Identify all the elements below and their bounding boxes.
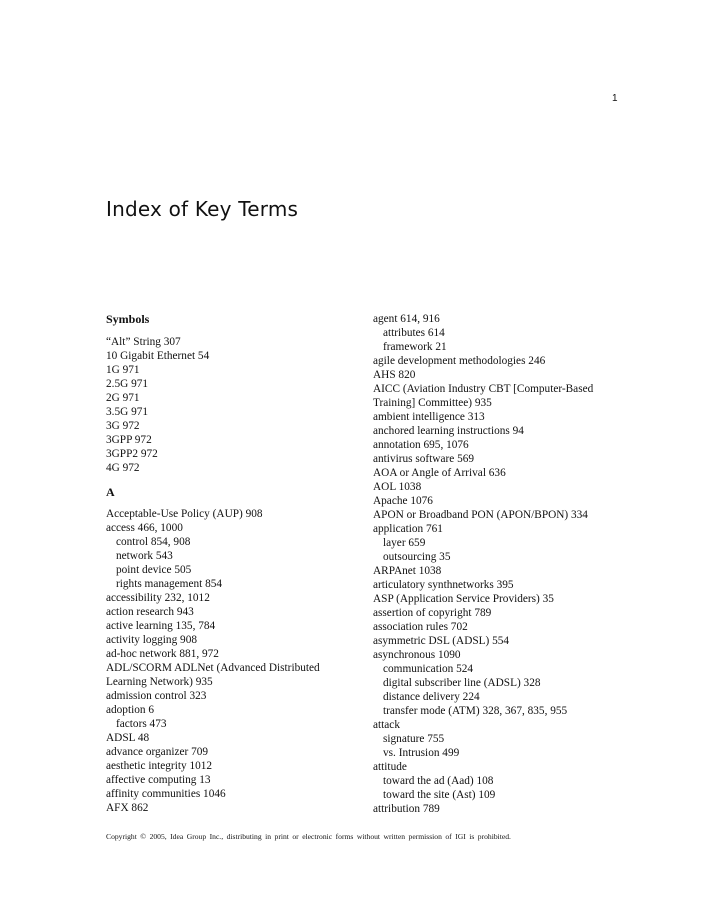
index-entry: activity logging 908 (106, 634, 197, 646)
index-entry: agent 614, 916 (373, 313, 440, 325)
index-entry: annotation 695, 1076 (373, 439, 469, 451)
section-heading-symbols: Symbols (106, 312, 150, 326)
symbols-entry-list (106, 335, 361, 475)
index-subentry: toward the site (Ast) 109 (383, 789, 496, 801)
index-subentry: signature 755 (383, 733, 445, 745)
index-subentry: factors 473 (116, 718, 167, 730)
index-entry: affinity communities 1046 (106, 788, 226, 800)
index-entry: attitude (373, 761, 407, 773)
index-entry: 3G 972 (106, 420, 140, 432)
index-entry: adoption 6 (106, 704, 155, 716)
index-entry: AOA or Angle of Arrival 636 (373, 467, 506, 479)
index-entry: assertion of copyright 789 (373, 607, 492, 619)
index-subentry: rights management 854 (116, 578, 223, 590)
index-entry: association rules 702 (373, 621, 468, 633)
index-subentry: point device 505 (116, 564, 192, 576)
index-entry: admission control 323 (106, 690, 207, 702)
copyright-notice: Copyright © 2005, Idea Group Inc., distributing in print or electronic forms without written permission of IGI is prohibited. (106, 832, 511, 841)
index-entry: “Alt” String 307 (106, 336, 181, 348)
index-entry: asynchronous 1090 (373, 649, 461, 661)
index-subentry: transfer mode (ATM) 328, 367, 835, 955 (383, 705, 568, 717)
index-entry: AFX 862 (106, 802, 149, 814)
index-entry: ambient intelligence 313 (373, 411, 485, 423)
index-entry: attribution 789 (373, 803, 440, 815)
index-entry: active learning 135, 784 (106, 620, 216, 632)
index-entry: 1G 971 (106, 364, 140, 376)
index-entry: affective computing 13 (106, 774, 211, 786)
index-subentry: outsourcing 35 (383, 551, 451, 563)
index-entry: 4G 972 (106, 462, 140, 474)
index-entry: antivirus software 569 (373, 453, 475, 465)
index-entry: Acceptable-Use Policy (AUP) 908 (106, 508, 263, 520)
index-entry: attack (373, 719, 400, 731)
index-entry: Training] Committee) 935 (373, 397, 492, 409)
index-entry: ad-hoc network 881, 972 (106, 648, 219, 660)
index-subentry: network 543 (116, 550, 173, 562)
index-subentry: control 854, 908 (116, 536, 191, 548)
index-entry: access 466, 1000 (106, 522, 183, 534)
page-number: 1 (612, 93, 618, 104)
index-entry: 2.5G 971 (106, 378, 149, 390)
index-entry: anchored learning instructions 94 (373, 425, 524, 437)
page-title: Index of Key Terms (106, 197, 299, 221)
index-entry: articulatory synthnetworks 395 (373, 579, 514, 591)
index-entry: advance organizer 709 (106, 746, 209, 758)
index-entry: ARPAnet 1038 (373, 565, 442, 577)
index-entry: ADSL 48 (106, 732, 150, 744)
index-entry: 2G 971 (106, 392, 140, 404)
index-subentry: communication 524 (383, 663, 474, 675)
index-entry: accessibility 232, 1012 (106, 592, 210, 604)
index-entry: agile development methodologies 246 (373, 355, 546, 367)
index-column-right (373, 312, 633, 816)
index-entry: 10 Gigabit Ethernet 54 (106, 350, 210, 362)
index-entry: aesthetic integrity 1012 (106, 760, 213, 772)
index-subentry: attributes 614 (383, 327, 445, 339)
index-entry: 3GPP2 972 (106, 448, 158, 460)
index-entry: 3.5G 971 (106, 406, 149, 418)
index-entry: ASP (Application Service Providers) 35 (373, 593, 554, 605)
index-entry: asymmetric DSL (ADSL) 554 (373, 635, 510, 647)
index-entry: application 761 (373, 523, 443, 535)
right-entry-list (373, 312, 633, 816)
index-entry: AOL 1038 (373, 481, 422, 493)
index-subentry: vs. Intrusion 499 (383, 747, 460, 759)
index-entry: AHS 820 (373, 369, 416, 381)
index-entry: 3GPP 972 (106, 434, 152, 446)
index-column-left (106, 312, 361, 815)
section-heading-a: A (106, 485, 115, 499)
index-subentry: toward the ad (Aad) 108 (383, 775, 494, 787)
index-subentry: distance delivery 224 (383, 691, 480, 703)
index-subentry: digital subscriber line (ADSL) 328 (383, 677, 541, 689)
a-entry-list (106, 507, 361, 815)
index-entry: Apache 1076 (373, 495, 433, 507)
index-subentry: framework 21 (383, 341, 447, 353)
index-entry: ADL/SCORM ADLNet (Advanced Distributed (106, 662, 320, 674)
index-entry: Learning Network) 935 (106, 676, 213, 688)
index-entry: APON or Broadband PON (APON/BPON) 334 (373, 509, 588, 521)
index-subentry: layer 659 (383, 537, 426, 549)
index-entry: AICC (Aviation Industry CBT [Computer-Based (373, 383, 594, 395)
index-entry: action research 943 (106, 606, 194, 618)
